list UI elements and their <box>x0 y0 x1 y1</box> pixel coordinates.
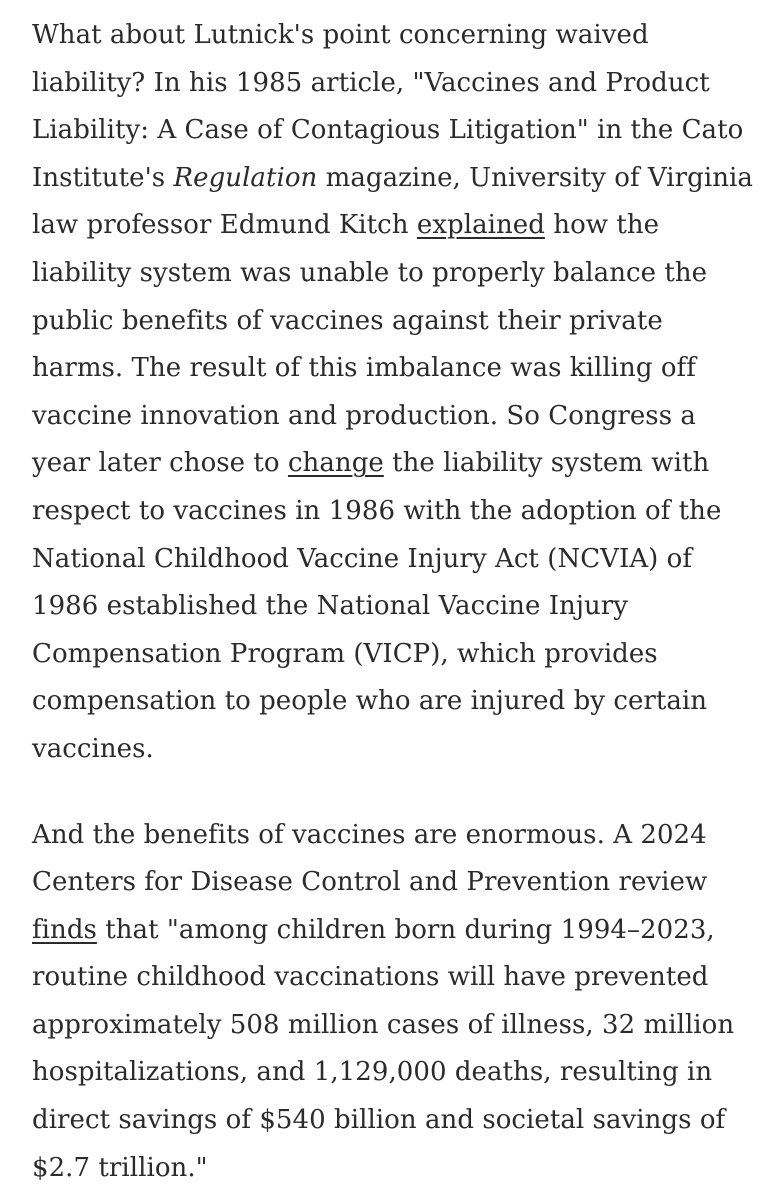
text-line: 1986 established the National Vaccine Injury <box>32 591 628 622</box>
text-line: $2.7 trillion." <box>32 1152 208 1183</box>
text-line: hospitalizations, and 1,129,000 deaths, resulting in <box>32 1057 713 1088</box>
text-line: National Childhood Vaccine Injury Act (NCVIA) of <box>32 543 693 574</box>
explained-link[interactable]: explained <box>416 210 545 241</box>
paragraph-benefits <box>32 812 764 1193</box>
text-line: approximately 508 million cases of illness, 32 million <box>32 1009 735 1040</box>
text-line: liability system was unable to properly balance the <box>32 257 708 288</box>
text-segment: that "among children born during 1994–2023, <box>96 914 715 945</box>
text-line: Centers for Disease Control and Prevention review <box>32 867 708 898</box>
article-body <box>32 12 764 1192</box>
text-line: liability? In his 1985 article, "Vaccines and Product <box>32 67 710 98</box>
text-line: vaccines. <box>32 733 154 764</box>
text-segment: law professor Edmund Kitch <box>32 210 417 241</box>
text-line: Liability: A Case of Contagious Litigation" in the Cato <box>32 115 744 146</box>
change-link[interactable]: change <box>287 448 384 479</box>
text-segment: how the <box>544 210 660 241</box>
text-line: harms. The result of this imbalance was killing off <box>32 353 696 384</box>
text-line: direct savings of $540 billion and societal savings of <box>32 1105 726 1136</box>
paragraph-liability <box>32 12 764 774</box>
text-segment: Institute's <box>32 162 174 193</box>
text-segment: year later chose to <box>32 448 288 479</box>
magazine-title: Regulation <box>173 162 318 193</box>
text-line <box>32 202 764 250</box>
text-line: respect to vaccines in 1986 with the adoption of the <box>32 495 722 526</box>
text-segment: the liability system with <box>383 448 710 479</box>
text-line: compensation to people who are injured by certain <box>32 686 708 717</box>
text-line <box>32 440 764 488</box>
text-line: public benefits of vaccines against their private <box>32 305 663 336</box>
text-line: What about Lutnick's point concerning waived <box>32 20 649 50</box>
text-line: And the benefits of vaccines are enormous. A 2024 <box>32 819 707 850</box>
text-line: vaccine innovation and production. So Congress a <box>32 400 696 431</box>
text-line <box>32 155 764 203</box>
text-line <box>32 907 764 955</box>
text-segment: magazine, University of Virginia <box>317 162 753 193</box>
finds-link[interactable]: finds <box>32 914 97 945</box>
text-line: routine childhood vaccinations will have prevented <box>32 962 709 993</box>
text-line: Compensation Program (VICP), which provides <box>32 638 658 669</box>
